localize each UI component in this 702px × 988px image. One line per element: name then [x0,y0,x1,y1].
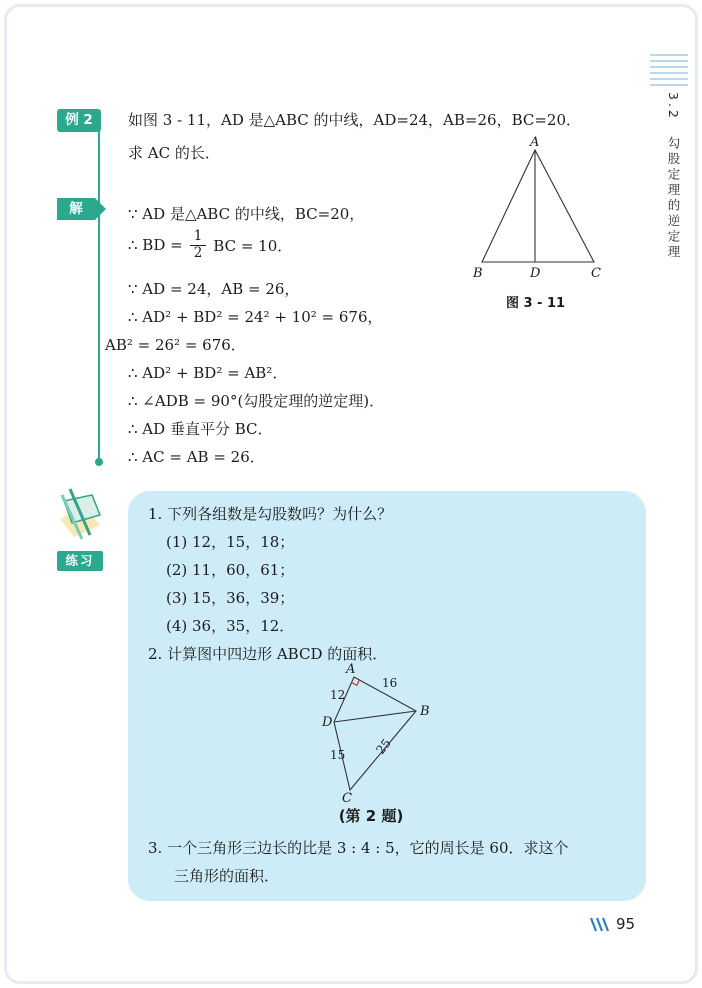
practice-q1-item-1: (1) 12，15，18； [166,533,295,551]
quadrilateral-outline [334,677,416,790]
practice-q1-item-3: (3) 15，36，39； [166,589,295,607]
quadrilateral-figure [296,663,446,809]
fraction-denominator: 2 [193,244,203,261]
solution-line-3: ∵ AD = 24，AB = 26， [128,280,300,298]
practice-q1-item-4: (4) 36，35，12． [166,617,295,635]
solution-label [57,198,95,220]
solution-line-4: ∴ AD² + BD² = 24² + 10² = 676， [128,308,383,326]
example-line-2: 求 AC 的长． [128,144,220,162]
side-ad-length: 12 [330,688,346,702]
solution-line-2 [128,224,292,266]
quad-vertex-c-label: C [342,791,352,805]
page-footer [588,915,635,933]
side-dc-length: 15 [330,748,346,762]
vertex-b-label: B [473,266,483,281]
practice-q1: 1. 下列各组数是勾股数吗？为什么？ [148,505,393,523]
example-connector-line [98,131,100,460]
solution-line-1: ∵ AD 是△ABC 的中线，BC=20， [128,205,365,223]
solution-line-7: ∴ ∠ADB = 90°(勾股定理的逆定理)． [128,392,385,410]
triangle-outline [482,150,594,262]
solution-line-8: ∴ AD 垂直平分 BC． [128,420,273,438]
example-connector-dot [95,458,103,466]
quad-vertex-b-label: B [420,704,430,719]
quadrilateral-caption: (第 2 题) [338,807,404,825]
practice-icon [52,485,108,547]
practice-q2: 2. 计算图中四边形 ABCD 的面积． [148,645,388,663]
example-line-1: 如图 3 - 11，AD 是△ABC 的中线，AD=24，AB=26，BC=20． [128,111,582,129]
quad-vertex-d-label: D [322,715,333,730]
figure-3-11-caption: 图 3 - 11 [505,296,566,311]
quad-vertex-a-label: A [346,663,356,677]
diagonal-db-line [334,711,416,722]
margin-deco-lines [650,54,688,90]
fraction-one-half [190,229,207,261]
side-ab-length: 16 [382,676,398,690]
figure-3-11 [468,136,603,311]
practice-q1-item-2: (2) 11，60，61； [166,561,295,579]
practice-q3-line-2: 三角形的面积． [174,867,280,885]
vertex-c-label: C [591,266,601,281]
quadrilateral-svg [296,663,446,805]
practice-label: 练习 [57,551,103,571]
solution-frac-prefix: ∴ BD = [128,236,183,254]
solution-label-text: 解 [69,201,83,217]
fraction-numerator: 1 [190,229,207,246]
page-number: 95 [616,915,636,933]
practice-box [128,491,646,901]
vertex-a-label: A [530,136,540,150]
triangle-figure [468,136,603,286]
solution-frac-suffix: BC = 10． [213,236,293,255]
practice-q3-line-1: 3. 一个三角形三边长的比是 3 : 4 : 5，它的周长是 60．求这个 [148,839,569,857]
side-cb-length: 25 [373,736,394,757]
section-title-vertical: 3.2 勾股定理的逆定理 [666,92,681,261]
solution-label-arrow [95,198,106,220]
solution-line-9: ∴ AC = AB = 26． [128,448,265,466]
vertex-d-label: D [530,266,541,281]
solution-line-5: AB² = 26² = 676． [105,336,246,354]
example-label: 例 2 [57,109,101,132]
page-number-slashes-icon [588,917,610,932]
solution-line-6: ∴ AD² + BD² = AB²． [128,364,288,382]
